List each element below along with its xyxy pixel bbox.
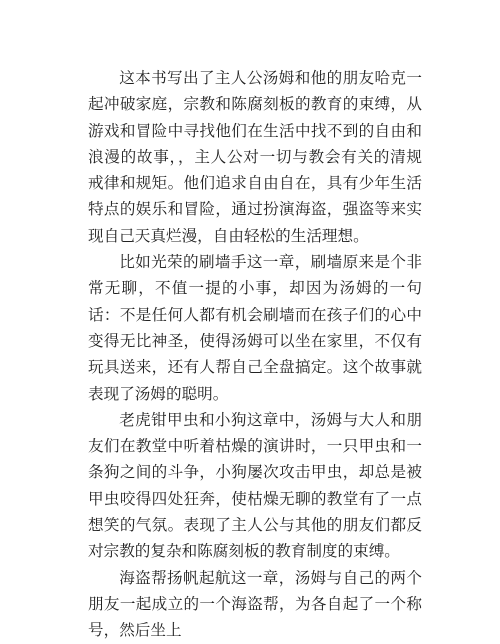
document-body [88, 65, 422, 644]
paragraph-4: 海盗帮扬帆起航这一章，汤姆与自己的两个朋友一起成立的一个海盗帮，为各自起了一个称号，然后坐上 [88, 568, 422, 640]
paragraph-3: 老虎钳甲虫和小狗这章中，汤姆与大人和朋友们在教堂中听着枯燥的演讲时，一只甲虫和一条狗之间的斗争，小狗屡次攻击甲虫，却总是被甲虫咬得四处狂奔，使枯燥无聊的教堂有了一点想笑的气氛。表现了主人公与其他的朋友们都反对宗教的复杂和陈腐刻板的教育制度的束缚。 [88, 410, 422, 561]
paragraph-2: 比如光荣的刷墙手这一章，刷墙原来是个非常无聊，不值一提的小事，却因为汤姆的一句话：不是任何人都有机会刷墙而在孩子们的心中变得无比神圣，使得汤姆可以坐在家里，不仅有玩具送来，还有人帮自己全盘搞定。这个故事就表现了汤姆的聪明。 [88, 253, 422, 403]
paragraph-1: 这本书写出了主人公汤姆和他的朋友哈克一起冲破家庭，宗教和陈腐刻板的教育的束缚，从游戏和冒险中寻找他们在生活中找不到的自由和浪漫的故事，，主人公对一切与教会有关的清规戒律和规矩。他们追求自由自在，具有少年生活特点的娱乐和冒险，通过扮演海盗，强盗等来实现自己天真烂漫，自由轻松的生活理想。 [88, 69, 422, 245]
